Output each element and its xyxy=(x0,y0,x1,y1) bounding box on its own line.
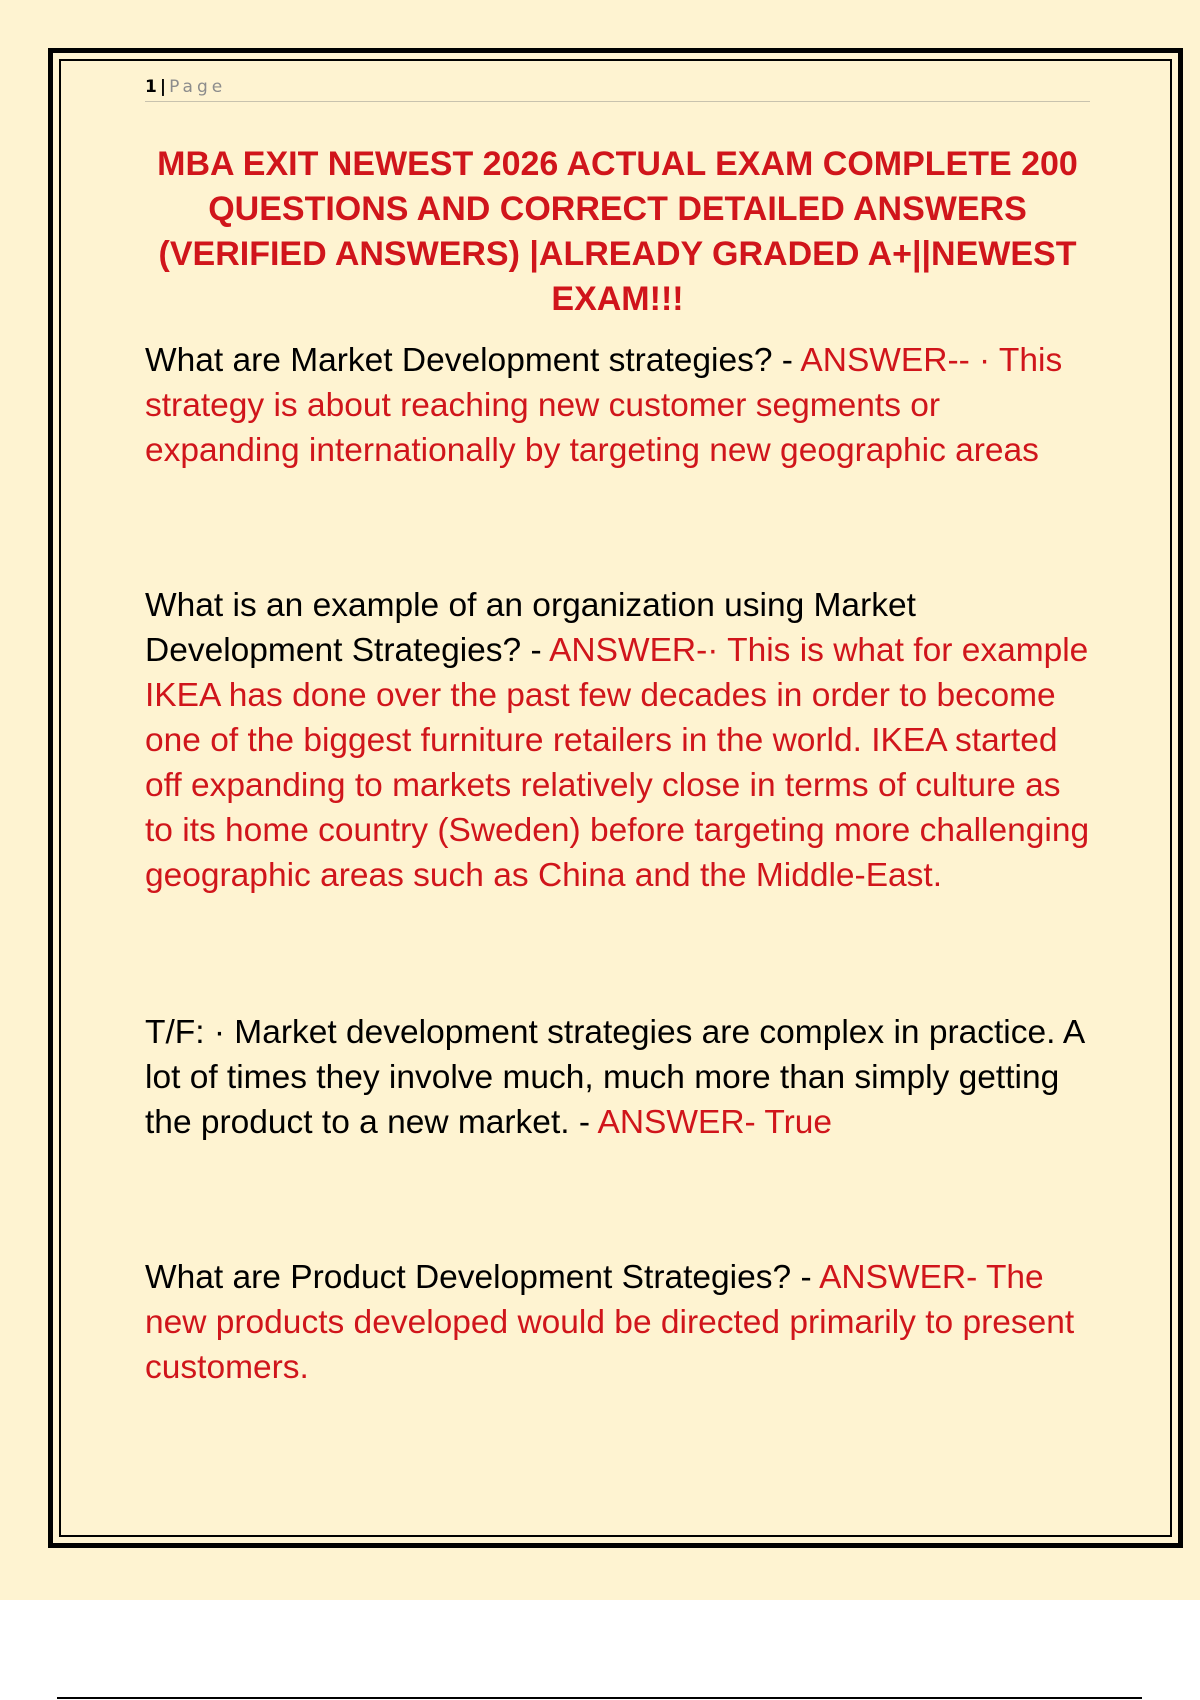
answer-text: ANSWER- True xyxy=(597,1104,833,1141)
qa-item-2 xyxy=(145,583,1095,898)
page-header xyxy=(145,74,1090,102)
bottom-divider xyxy=(57,1697,1142,1699)
question-text: What are Market Development strategies? - xyxy=(145,342,801,379)
qa-item-1 xyxy=(145,338,1095,473)
page-separator: | xyxy=(159,77,167,97)
page-number: 1 xyxy=(145,77,157,97)
answer-text: ANSWER-- · This strategy is about reaching new customer segments or expanding internationally by targeting new geographic areas xyxy=(145,342,1063,469)
document-title: MBA EXIT NEWEST 2026 ACTUAL EXAM COMPLETE 200 QUESTIONS AND CORRECT DETAILED ANSWERS (VERIFIED ANSWERS) |ALREADY GRADED A+||NEWEST EXAM!!! xyxy=(157,145,1078,318)
question-text: T/F: · Market development strategies are complex in practice. A lot of times they involve much, much more than simply getting the product to a new market. - xyxy=(145,1014,1084,1141)
qa-item-4 xyxy=(145,1255,1095,1390)
question-text: What are Product Development Strategies? - xyxy=(145,1259,820,1296)
answer-text: ANSWER-· This is what for example IKEA has done over the past few decades in order to become one of the biggest furniture retailers in the world. IKEA started off expanding to markets relatively close in terms of culture as to its home country (Sweden) before targeting more challenging geographic areas such as China and the Middle-East. xyxy=(145,632,1090,894)
question-text: What is an example of an organization using Market Development Strategies? - xyxy=(145,587,916,669)
answer-text: ANSWER- The new products developed would be directed primarily to present customers. xyxy=(145,1259,1075,1386)
qa-list xyxy=(145,338,1095,1390)
page-label: Page xyxy=(169,77,227,97)
qa-item-3 xyxy=(145,1010,1095,1145)
